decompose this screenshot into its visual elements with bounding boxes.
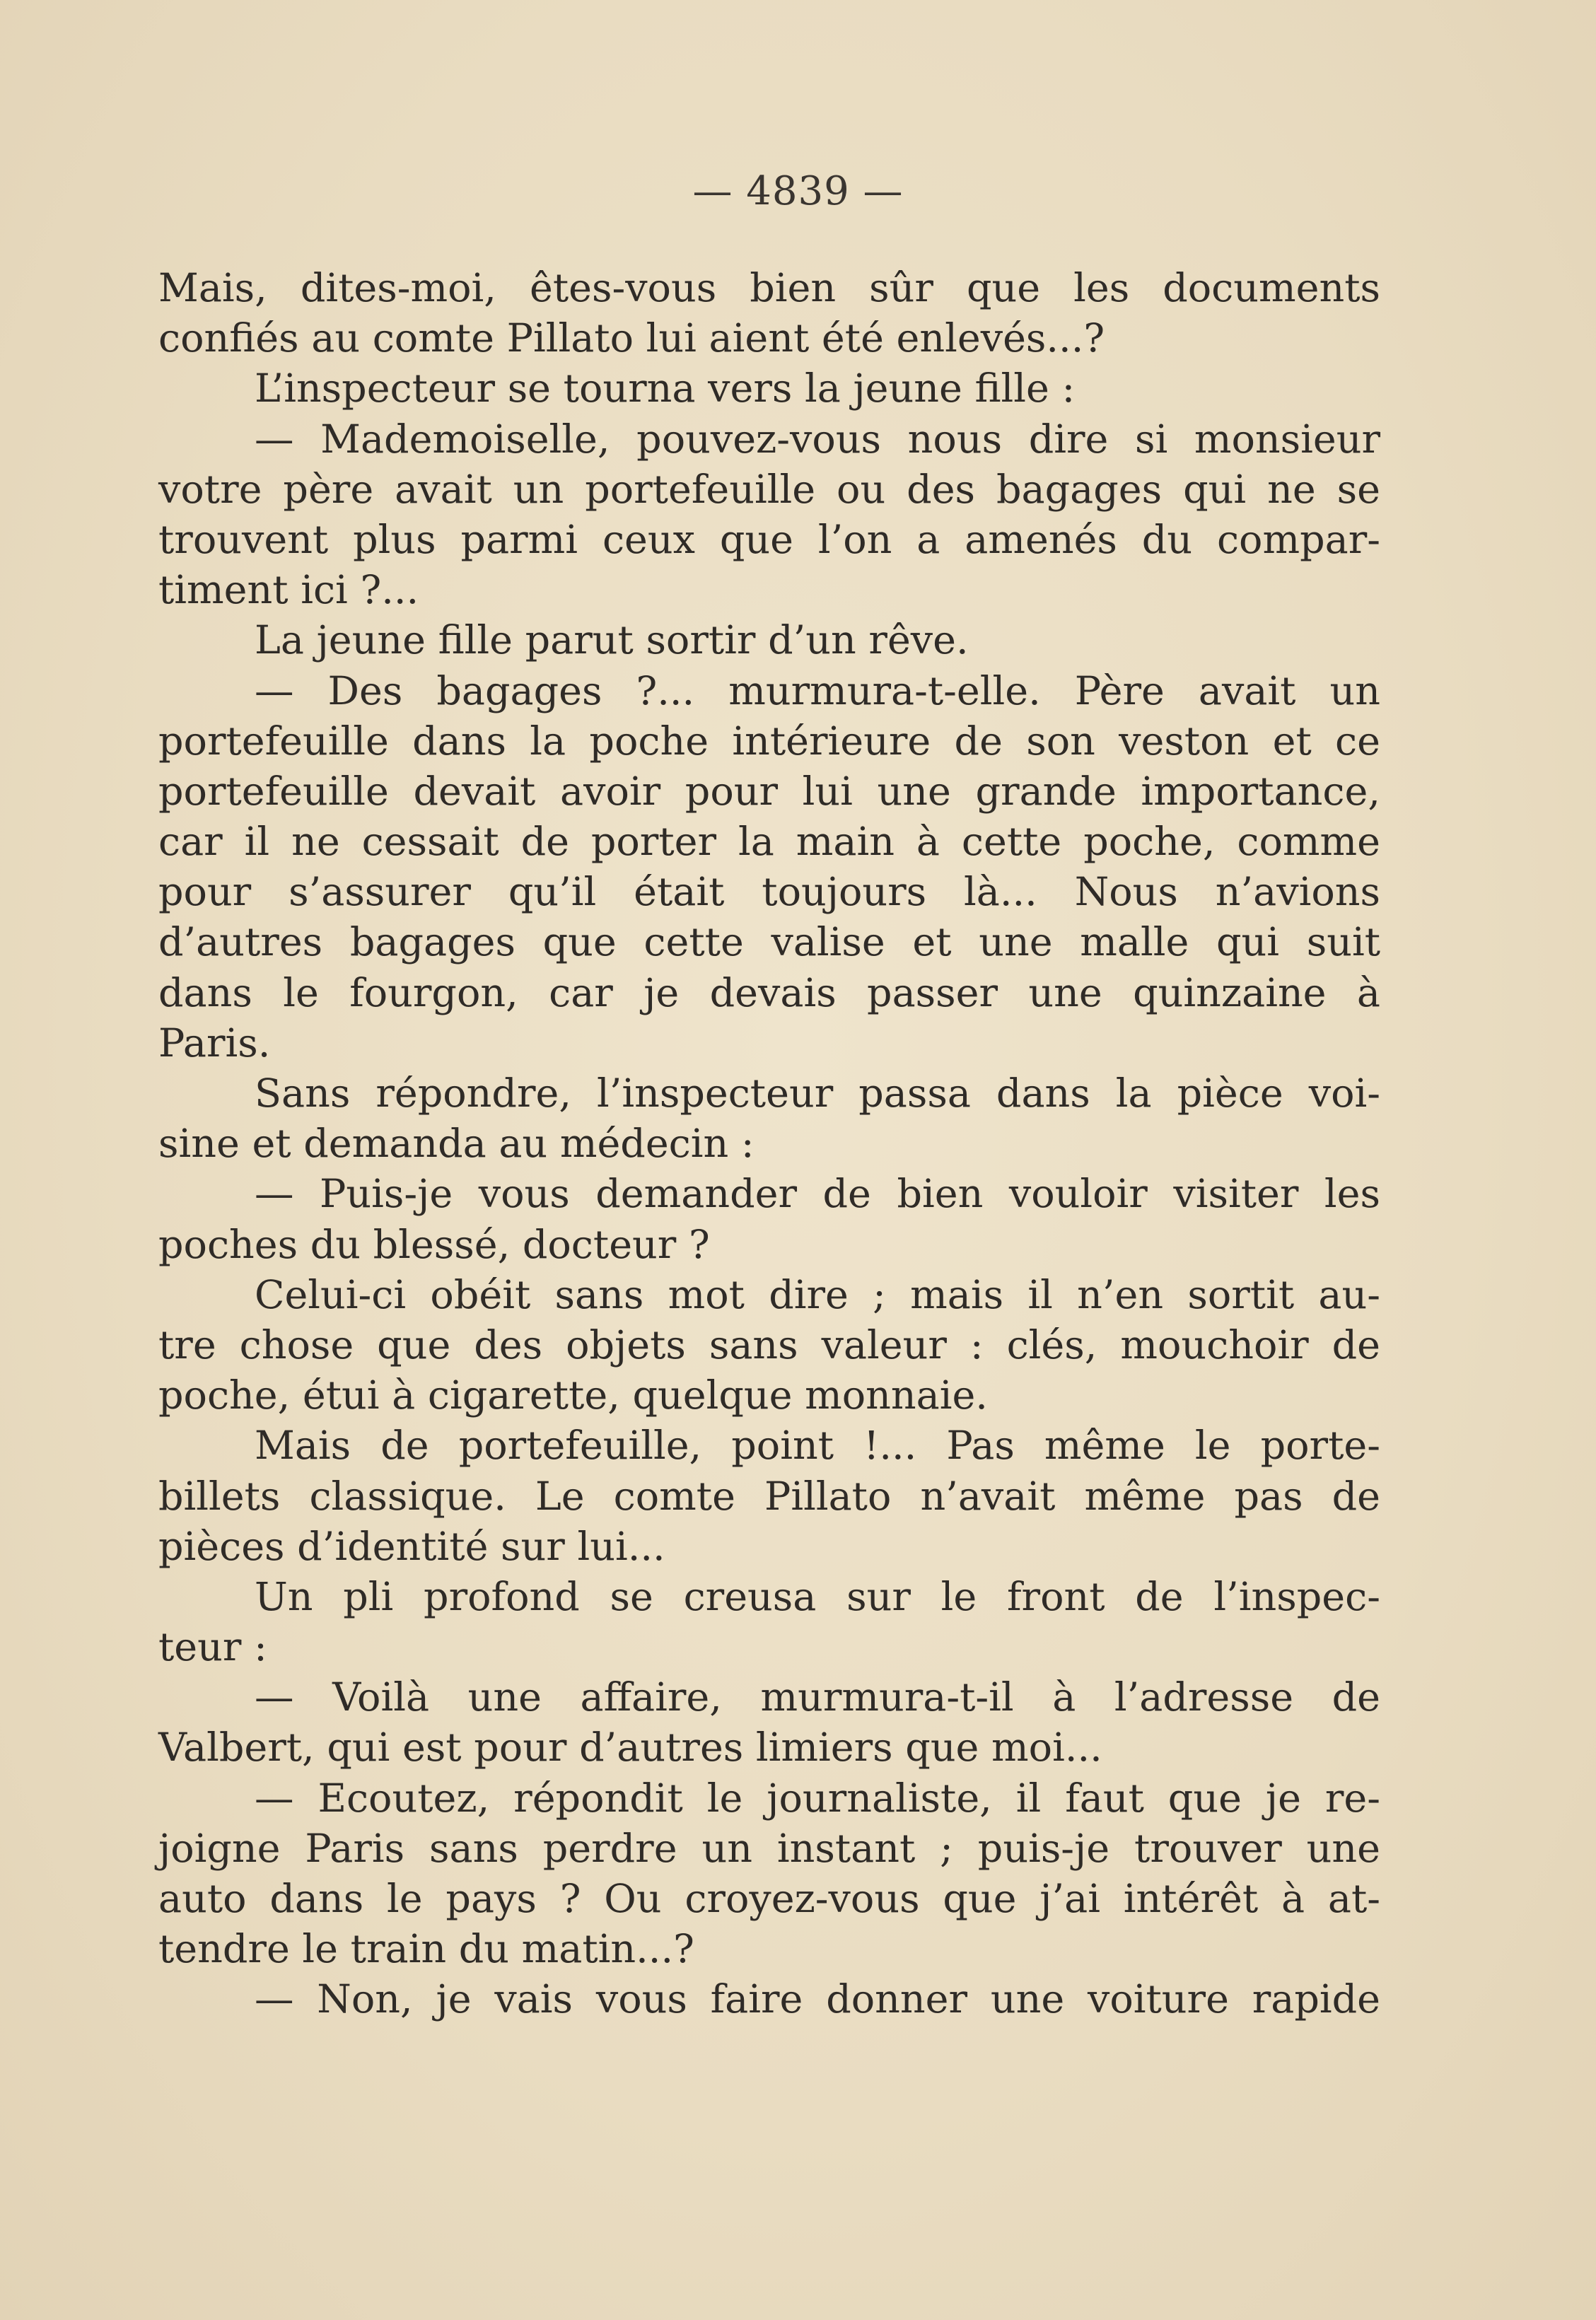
text-line: Sans répondre, l’inspecteur passa dans la pièce voi-	[255, 1071, 1380, 1117]
text-line: — Mademoiselle, pouvez-vous nous dire si monsieur	[255, 416, 1380, 462]
text-line: dans le fourgon, car je devais passer une quinzaine à	[158, 969, 1380, 1016]
text-line: timent ici ?...	[158, 567, 419, 614]
text-line: Un pli profond se creusa sur le front de l’inspec-	[255, 1573, 1380, 1620]
text-line: — Voilà une affaire, murmura-t-il à l’adresse de	[255, 1674, 1380, 1721]
text-line: tendre le train du matin...?	[158, 1926, 694, 1973]
text-line: tre chose que des objets sans valeur : clés, mouchoir de	[158, 1322, 1380, 1368]
text-line: auto dans le pays ? Ou croyez-vous que j’ai intérêt à at-	[158, 1876, 1380, 1922]
text-line: car il ne cessait de porter la main à cette poche, comme	[158, 819, 1380, 865]
text-line: Paris.	[158, 1020, 271, 1066]
text-line: L’inspecteur se tourna vers la jeune fille :	[255, 366, 1076, 412]
text-line: — Puis-je vous demander de bien vouloir visiter les	[255, 1171, 1380, 1218]
text-line: joigne Paris sans perdre un instant ; puis-je trouver une	[158, 1825, 1380, 1872]
text-line: portefeuille dans la poche intérieure de son veston et ce	[158, 718, 1380, 764]
page-number: — 4839 —	[692, 168, 904, 214]
text-line: pièces d’identité sur lui...	[158, 1523, 665, 1570]
text-line: La jeune fille parut sortir d’un rêve.	[255, 617, 969, 664]
text-line: Mais, dites-moi, êtes-vous bien sûr que les documents	[158, 265, 1380, 311]
text-line: — Des bagages ?... murmura-t-elle. Père avait un	[255, 668, 1380, 714]
text-line: sine et demanda au médecin :	[158, 1121, 755, 1167]
text-line: billets classique. Le comte Pillato n’avait même pas de	[158, 1473, 1380, 1520]
text-line: d’autres bagages que cette valise et une malle qui suit	[158, 919, 1380, 966]
text-line: Valbert, qui est pour d’autres limiers que moi...	[158, 1725, 1102, 1771]
text-line: Mais de portefeuille, point !... Pas même le porte-	[255, 1423, 1380, 1469]
body-text	[158, 263, 1380, 2025]
text-line: Celui-ci obéit sans mot dire ; mais il n’en sortit au-	[255, 1271, 1380, 1318]
text-line: poches du blessé, docteur ?	[158, 1221, 710, 1268]
text-line: pour s’assurer qu’il était toujours là... Nous n’avions	[158, 869, 1380, 916]
text-line: teur :	[158, 1624, 267, 1671]
text-line: poche, étui à cigarette, quelque monnaie.	[158, 1372, 988, 1419]
text-line: portefeuille devait avoir pour lui une grande importance,	[158, 768, 1380, 815]
text-line: trouvent plus parmi ceux que l’on a amenés du compar-	[158, 516, 1380, 563]
text-line: — Ecoutez, répondit le journaliste, il faut que je re-	[255, 1775, 1380, 1821]
text-line: confiés au comte Pillato lui aient été enlevés...?	[158, 315, 1105, 362]
text-line: — Non, je vais vous faire donner une voiture rapide	[255, 1976, 1380, 2023]
text-line: votre père avait un portefeuille ou des bagages qui ne se	[158, 466, 1380, 513]
